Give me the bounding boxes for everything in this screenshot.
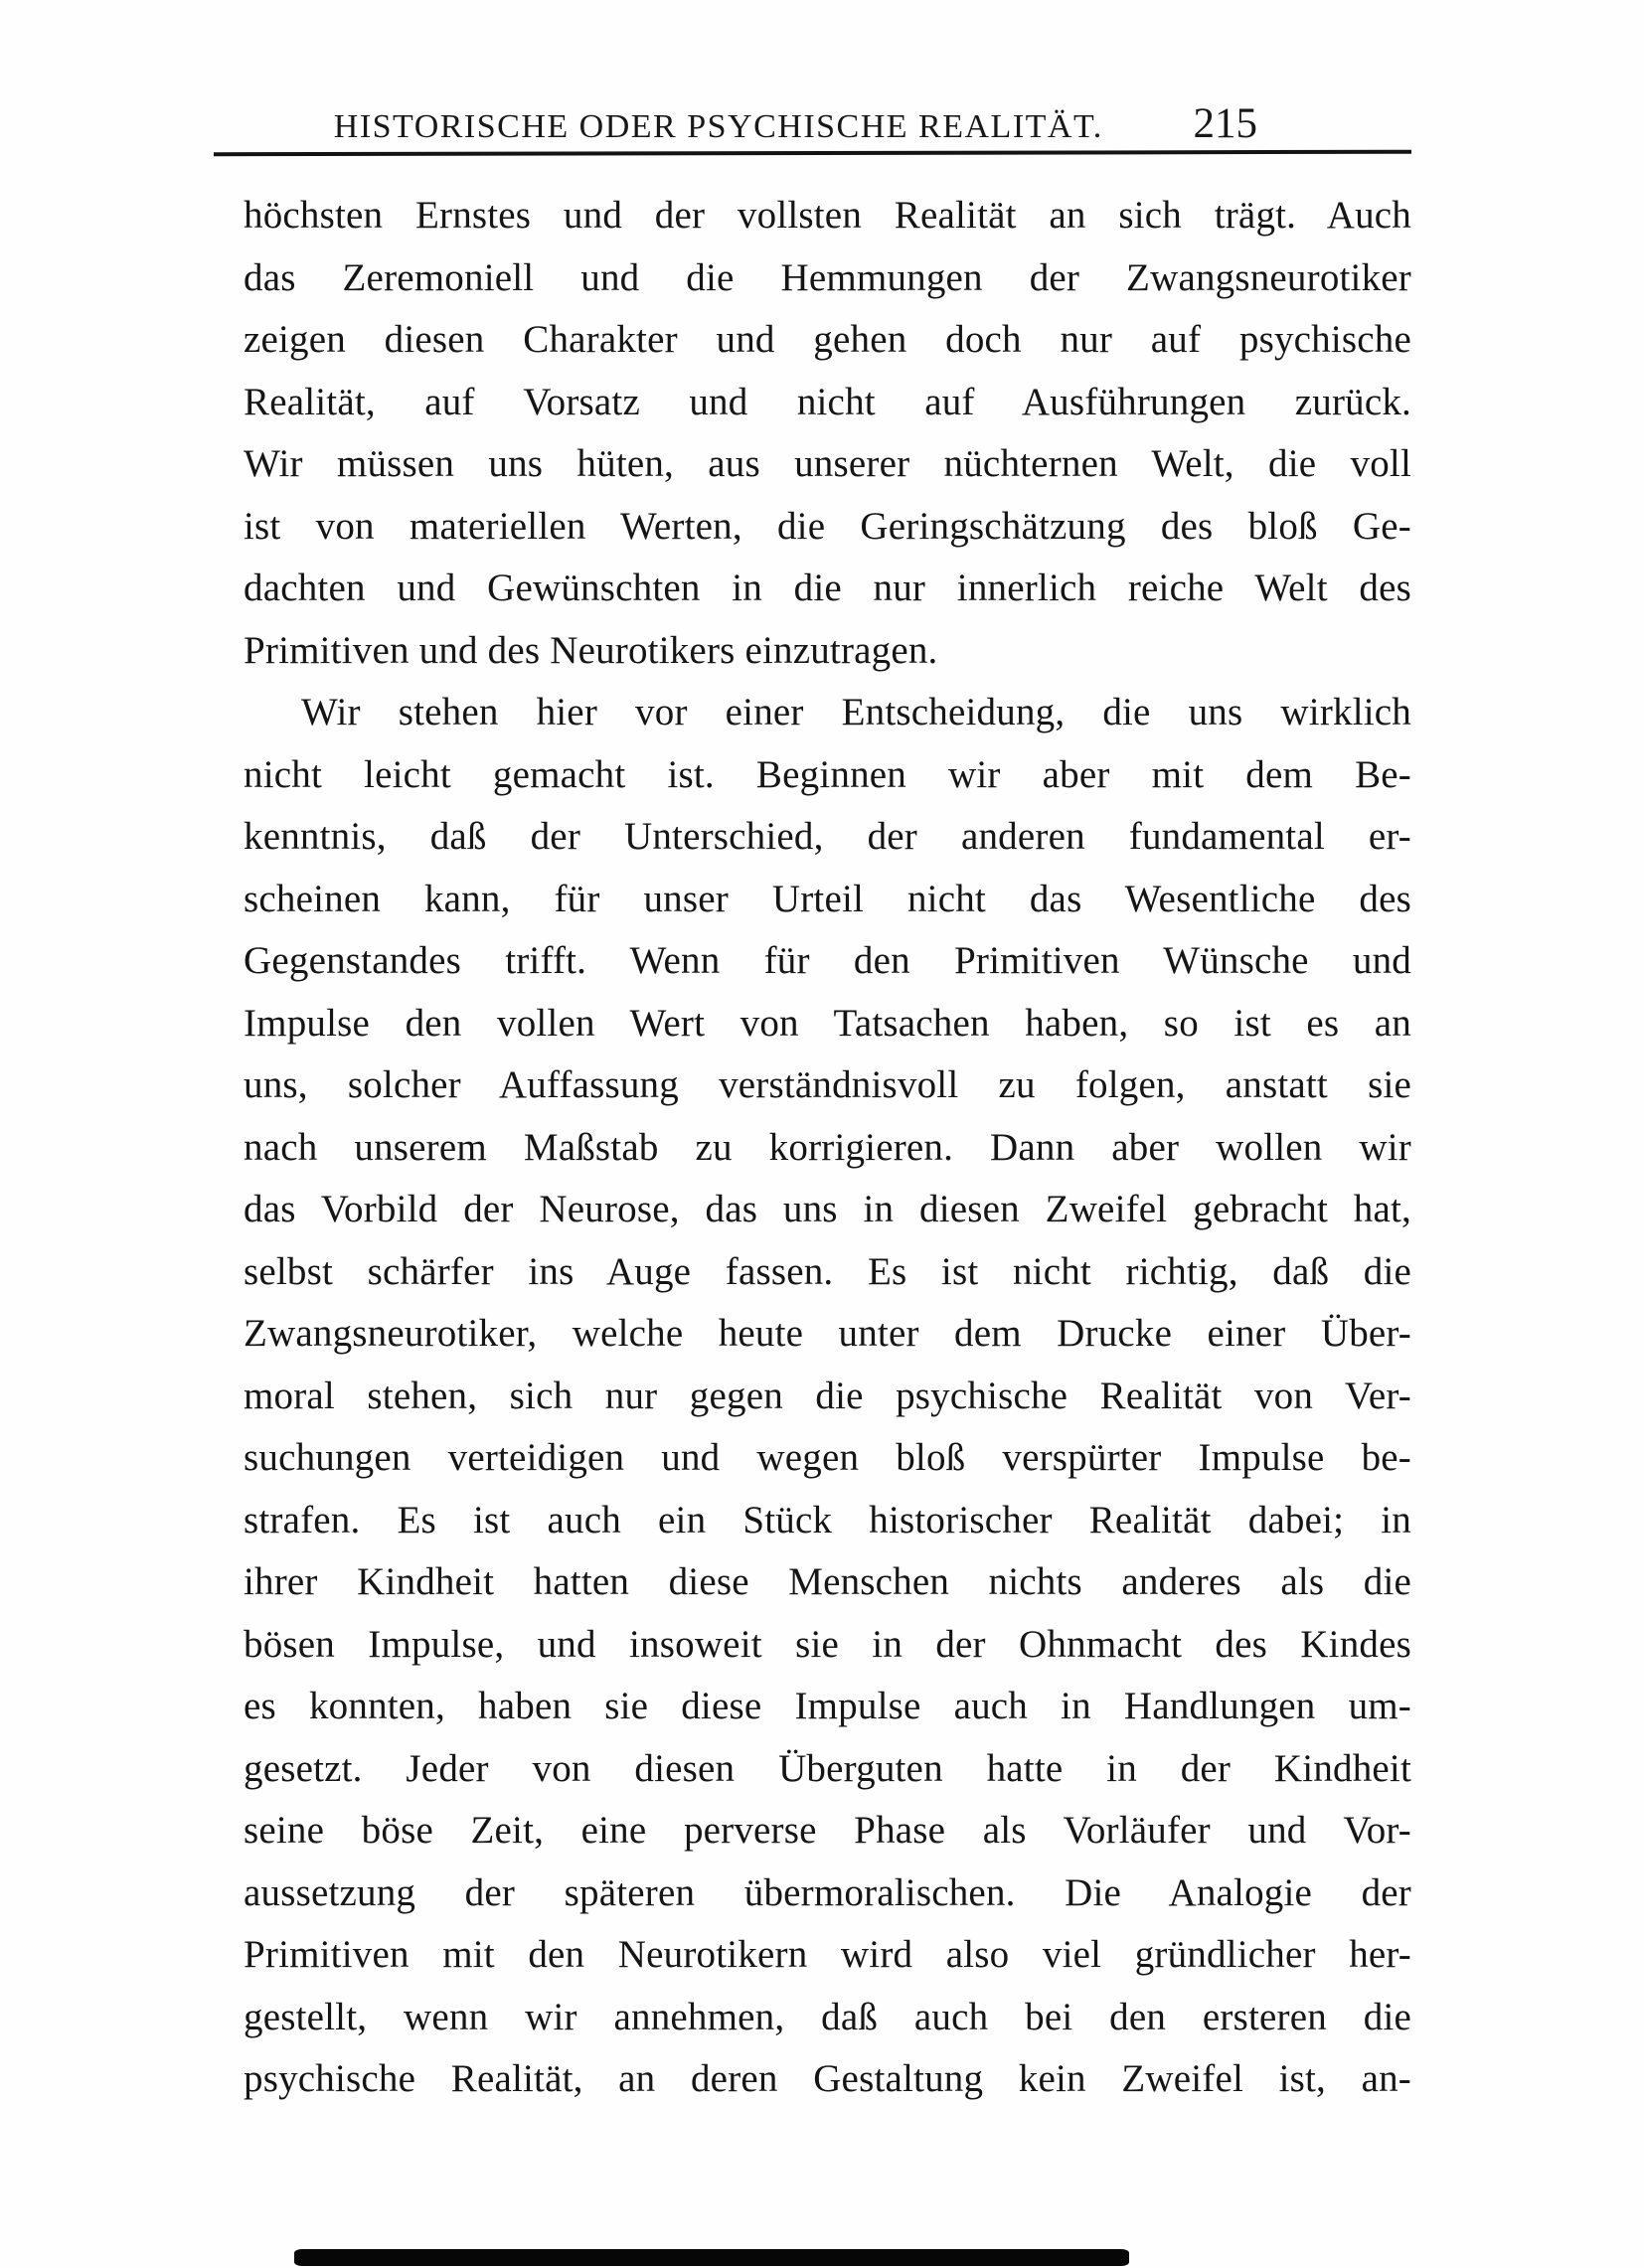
text-line: Gegenstandes trifft. Wenn für den Primitiven Wünsche und: [244, 939, 1411, 982]
text-line: Wir müssen uns hüten, aus unserer nüchternen Welt, die voll: [244, 442, 1411, 485]
text-line: das Zeremoniell und die Hemmungen der Zwangsneurotiker: [244, 255, 1411, 299]
text-line: ist von materiellen Werten, die Geringschätzung des bloß Ge-: [244, 504, 1411, 548]
text-line: höchsten Ernstes und der vollsten Realität an sich trägt. Auch: [244, 194, 1411, 237]
text-line: Primitiven mit den Neurotikern wird also viel gründlicher her-: [244, 1933, 1411, 1976]
header-rule: [214, 150, 1411, 157]
text-line: aussetzung der späteren übermoralischen. Die Analogie der: [244, 1870, 1411, 1914]
text-line: Wir stehen hier vor einer Entscheidung, die uns wirklich: [301, 691, 1411, 733]
text-line: es konnten, haben sie diese Impulse auch in Handlungen um-: [244, 1685, 1411, 1727]
page-header: [244, 102, 1411, 145]
text-line: strafen. Es ist auch ein Stück historischer Realität dabei; in: [244, 1498, 1411, 1541]
text-line: dachten und Gewünschten in die nur innerlich reiche Welt des: [244, 567, 1411, 609]
text-line: uns, solcher Auffassung verständnisvoll zu folgen, anstatt sie: [244, 1063, 1411, 1106]
text-line: das Vorbild der Neurose, das uns in diesen Zweifel gebracht hat,: [244, 1188, 1411, 1230]
text-line: selbst schärfer ins Auge fassen. Es ist nicht richtig, daß die: [244, 1249, 1411, 1293]
text-line: gesetzt. Jeder von diesen Überguten hatte in der Kindheit: [244, 1746, 1411, 1790]
text-line: suchungen verteidigen und wegen bloß verspürter Impulse be-: [244, 1436, 1411, 1479]
running-title: HISTORISCHE ODER PSYCHISCHE REALITÄT.: [333, 108, 1103, 145]
text-line: moral stehen, sich nur gegen die psychische Realität von Ver-: [244, 1374, 1411, 1417]
text-line: Impulse den vollen Wert von Tatsachen haben, so ist es an: [244, 1001, 1411, 1045]
text-line: nicht leicht gemacht ist. Beginnen wir aber mit dem Be-: [244, 752, 1411, 796]
text-line: kenntnis, daß der Unterschied, der anderen fundamental er-: [244, 815, 1411, 858]
text-line: zeigen diesen Charakter und gehen doch nur auf psychische: [244, 318, 1411, 361]
scan-artifact-bar: [294, 2249, 1129, 2266]
text-line: bösen Impulse, und insoweit sie in der Ohnmacht des Kindes: [244, 1622, 1411, 1666]
text-line: Primitiven und des Neurotikers einzutragen.: [244, 628, 938, 672]
text-line: scheinen kann, für unser Urteil nicht das Wesentliche des: [244, 877, 1411, 920]
page-number: 215: [1193, 100, 1257, 147]
text-line: ihrer Kindheit hatten diese Menschen nichts anderes als die: [244, 1560, 1411, 1603]
text-line: Realität, auf Vorsatz und nicht auf Ausführungen zurück.: [244, 380, 1411, 423]
text-line: nach unserem Maßstab zu korrigieren. Dann aber wollen wir: [244, 1125, 1411, 1169]
page-body: [244, 185, 1411, 2111]
text-line: Zwangsneurotiker, welche heute unter dem Drucke einer Über-: [244, 1312, 1411, 1355]
text-line: seine böse Zeit, eine perverse Phase als Vorläufer und Vor-: [244, 1809, 1411, 1852]
text-line: gestellt, wenn wir annehmen, daß auch bei den ersteren die: [244, 1995, 1411, 2038]
text-line: psychische Realität, an deren Gestaltung kein Zweifel ist, an-: [244, 2057, 1411, 2100]
